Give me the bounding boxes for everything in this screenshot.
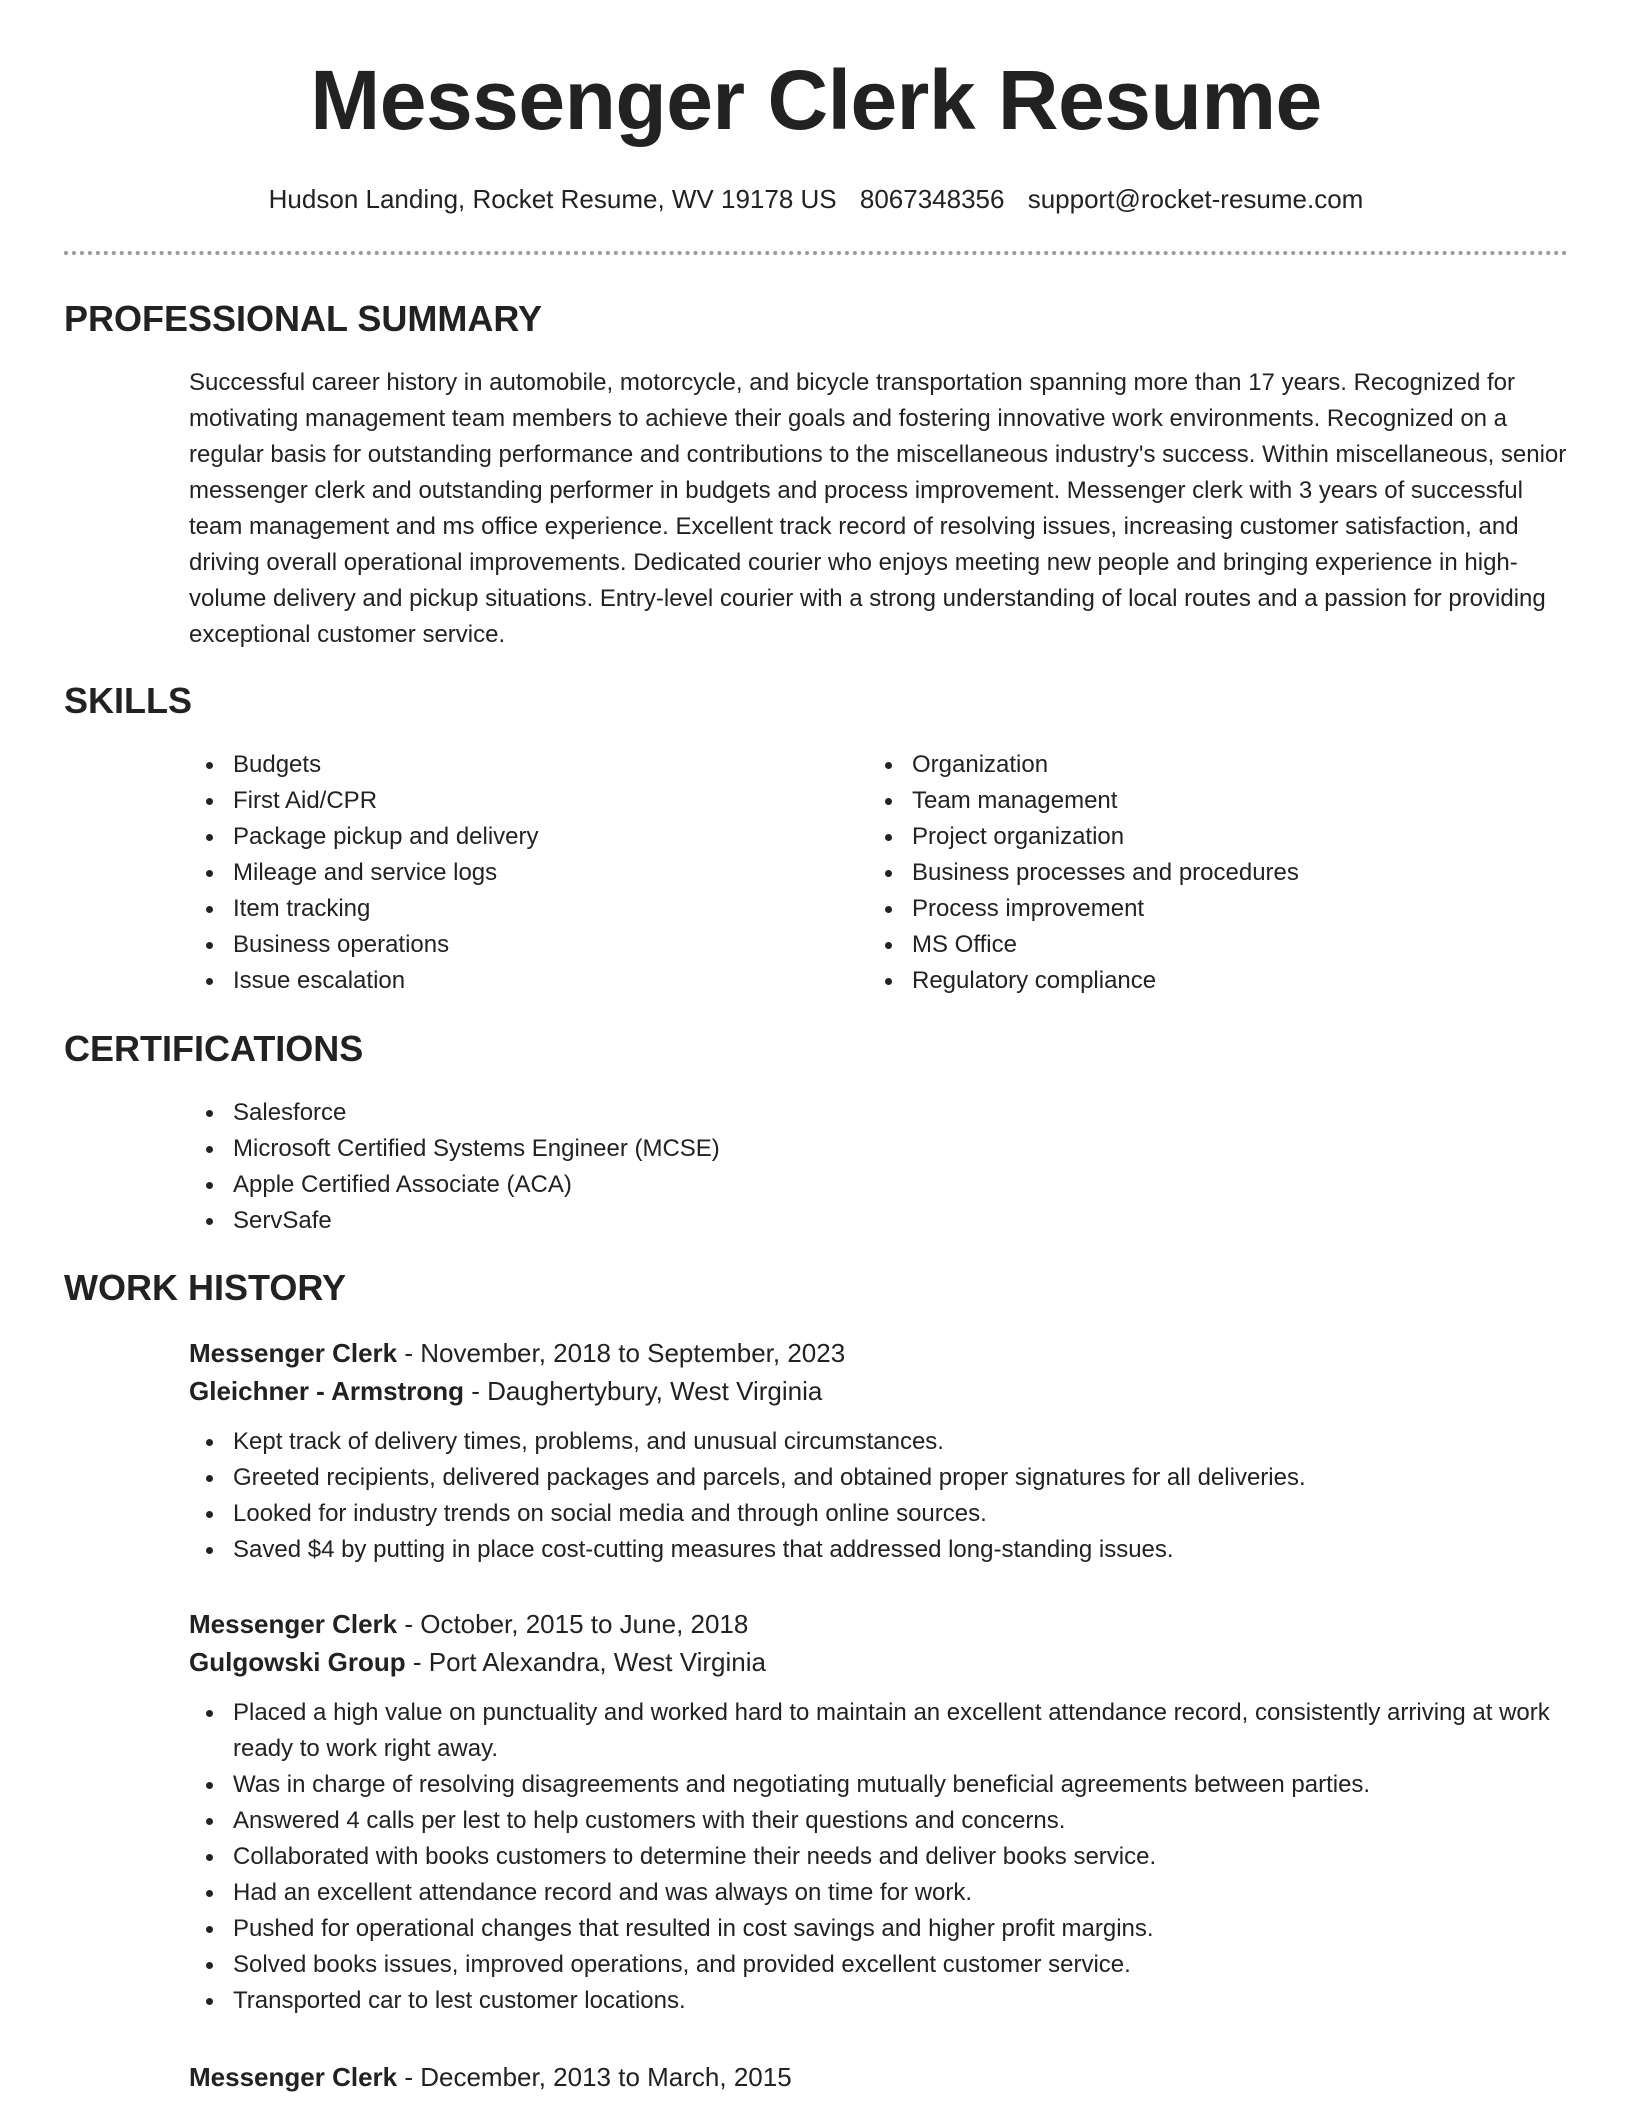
job-location: - Daughertybury, West Virginia (463, 1376, 823, 1406)
contact-address: Hudson Landing, Rocket Resume, WV 19178 US (268, 184, 837, 214)
skill-item: Regulatory compliance (868, 963, 1508, 999)
job-company-line (189, 1372, 1569, 1410)
job-duty: Saved $4 by putting in place cost-cutting measures that addressed long-standing issues. (189, 1532, 1569, 1568)
job-duty: Greeted recipients, delivered packages and parcels, and obtained proper signatures for all deliveries. (189, 1460, 1569, 1496)
job-title-line (189, 2058, 1569, 2096)
skill-item: Budgets (189, 747, 829, 783)
skill-item: Issue escalation (189, 963, 829, 999)
job-duties-list (189, 1424, 1569, 1568)
job-company: Gleichner - Armstrong (189, 1376, 464, 1406)
job-duty: Pushed for operational changes that resulted in cost savings and higher profit margins. (189, 1911, 1569, 1947)
certification-item: ServSafe (189, 1203, 1569, 1239)
summary-text: Successful career history in automobile, motorcycle, and bicycle transportation spanning more than 17 years. Recognized for motivating management team members to achieve their goals and fostering innovative work environments. Recognized on a regular basis for outstanding performance and contributions to the miscellaneous industry's success. Within miscellaneous, senior messenger clerk and outstanding performer in budgets and process improvement. Messenger clerk with 3 years of successful team management and ms office experience. Excellent track record of resolving issues, increasing customer satisfaction, and driving overall operational improvements. Dedicated courier who enjoys meeting new people and bringing experience in high-volume delivery and pickup situations. Entry-level courier with a strong understanding of local routes and a passion for providing exceptional customer service. (189, 369, 1567, 648)
skill-item: Project organization (868, 819, 1508, 855)
job-duty: Kept track of delivery times, problems, and unusual circumstances. (189, 1424, 1569, 1460)
job-title: Messenger Clerk (189, 2062, 398, 2092)
skill-item: First Aid/CPR (189, 783, 829, 819)
job-duty: Answered 4 calls per lest to help customers with their questions and concerns. (189, 1803, 1569, 1839)
skill-item: Business operations (189, 927, 829, 963)
job-title-line (189, 1334, 1569, 1372)
skill-item: Business processes and procedures (868, 855, 1508, 891)
contact-phone: 8067348356 (859, 184, 1005, 214)
certification-item: Apple Certified Associate (ACA) (189, 1167, 1569, 1203)
contact-email: support@rocket-resume.com (1027, 184, 1364, 214)
skills-list-left (189, 747, 829, 999)
skill-item: Package pickup and delivery (189, 819, 829, 855)
skill-item: Mileage and service logs (189, 855, 829, 891)
job-duty: Collaborated with books customers to determine their needs and deliver books service. (189, 1839, 1569, 1875)
skill-item: Process improvement (868, 891, 1508, 927)
job-entry (189, 1334, 1569, 1568)
job-duty: Had an excellent attendance record and was always on time for work. (189, 1875, 1569, 1911)
job-location: - Port Alexandra, West Virginia (405, 1647, 766, 1677)
work-history-heading: WORK HISTORY (64, 1267, 347, 1308)
certification-item: Microsoft Certified Systems Engineer (MCSE) (189, 1131, 1569, 1167)
skill-item: MS Office (868, 927, 1508, 963)
certifications-list (189, 1095, 1569, 1239)
skills-list-right (868, 747, 1508, 999)
job-duty: Transported car to lest customer locations. (189, 1983, 1569, 2019)
skill-item: Organization (868, 747, 1508, 783)
job-dates: - October, 2015 to June, 2018 (397, 1609, 749, 1639)
contact-info (0, 182, 1632, 216)
skills-heading: SKILLS (64, 680, 193, 721)
certification-item: Salesforce (189, 1095, 1569, 1131)
job-company-line (189, 1643, 1569, 1681)
job-duty: Solved books issues, improved operations, and provided excellent customer service. (189, 1947, 1569, 1983)
job-title-line (189, 1605, 1569, 1643)
job-duty: Looked for industry trends on social media and through online sources. (189, 1496, 1569, 1532)
job-company: Gulgowski Group (189, 1647, 406, 1677)
header-divider (64, 251, 1568, 255)
job-title: Messenger Clerk (189, 1338, 398, 1368)
job-duty: Was in charge of resolving disagreements and negotiating mutually beneficial agreements between parties. (189, 1767, 1569, 1803)
job-title: Messenger Clerk (189, 1609, 398, 1639)
summary-heading: PROFESSIONAL SUMMARY (64, 298, 543, 339)
job-dates: - November, 2018 to September, 2023 (397, 1338, 846, 1368)
job-duties-list (189, 1695, 1569, 2019)
skill-item: Team management (868, 783, 1508, 819)
skill-item: Item tracking (189, 891, 829, 927)
job-duty: Placed a high value on punctuality and worked hard to maintain an excellent attendance record, consistently arriving at work ready to work right away. (189, 1695, 1569, 1767)
job-entry (189, 1605, 1569, 2019)
certifications-heading: CERTIFICATIONS (64, 1028, 364, 1069)
job-entry (189, 2058, 1569, 2096)
resume-title: Messenger Clerk Resume (310, 53, 1322, 147)
job-dates: - December, 2013 to March, 2015 (397, 2062, 792, 2092)
